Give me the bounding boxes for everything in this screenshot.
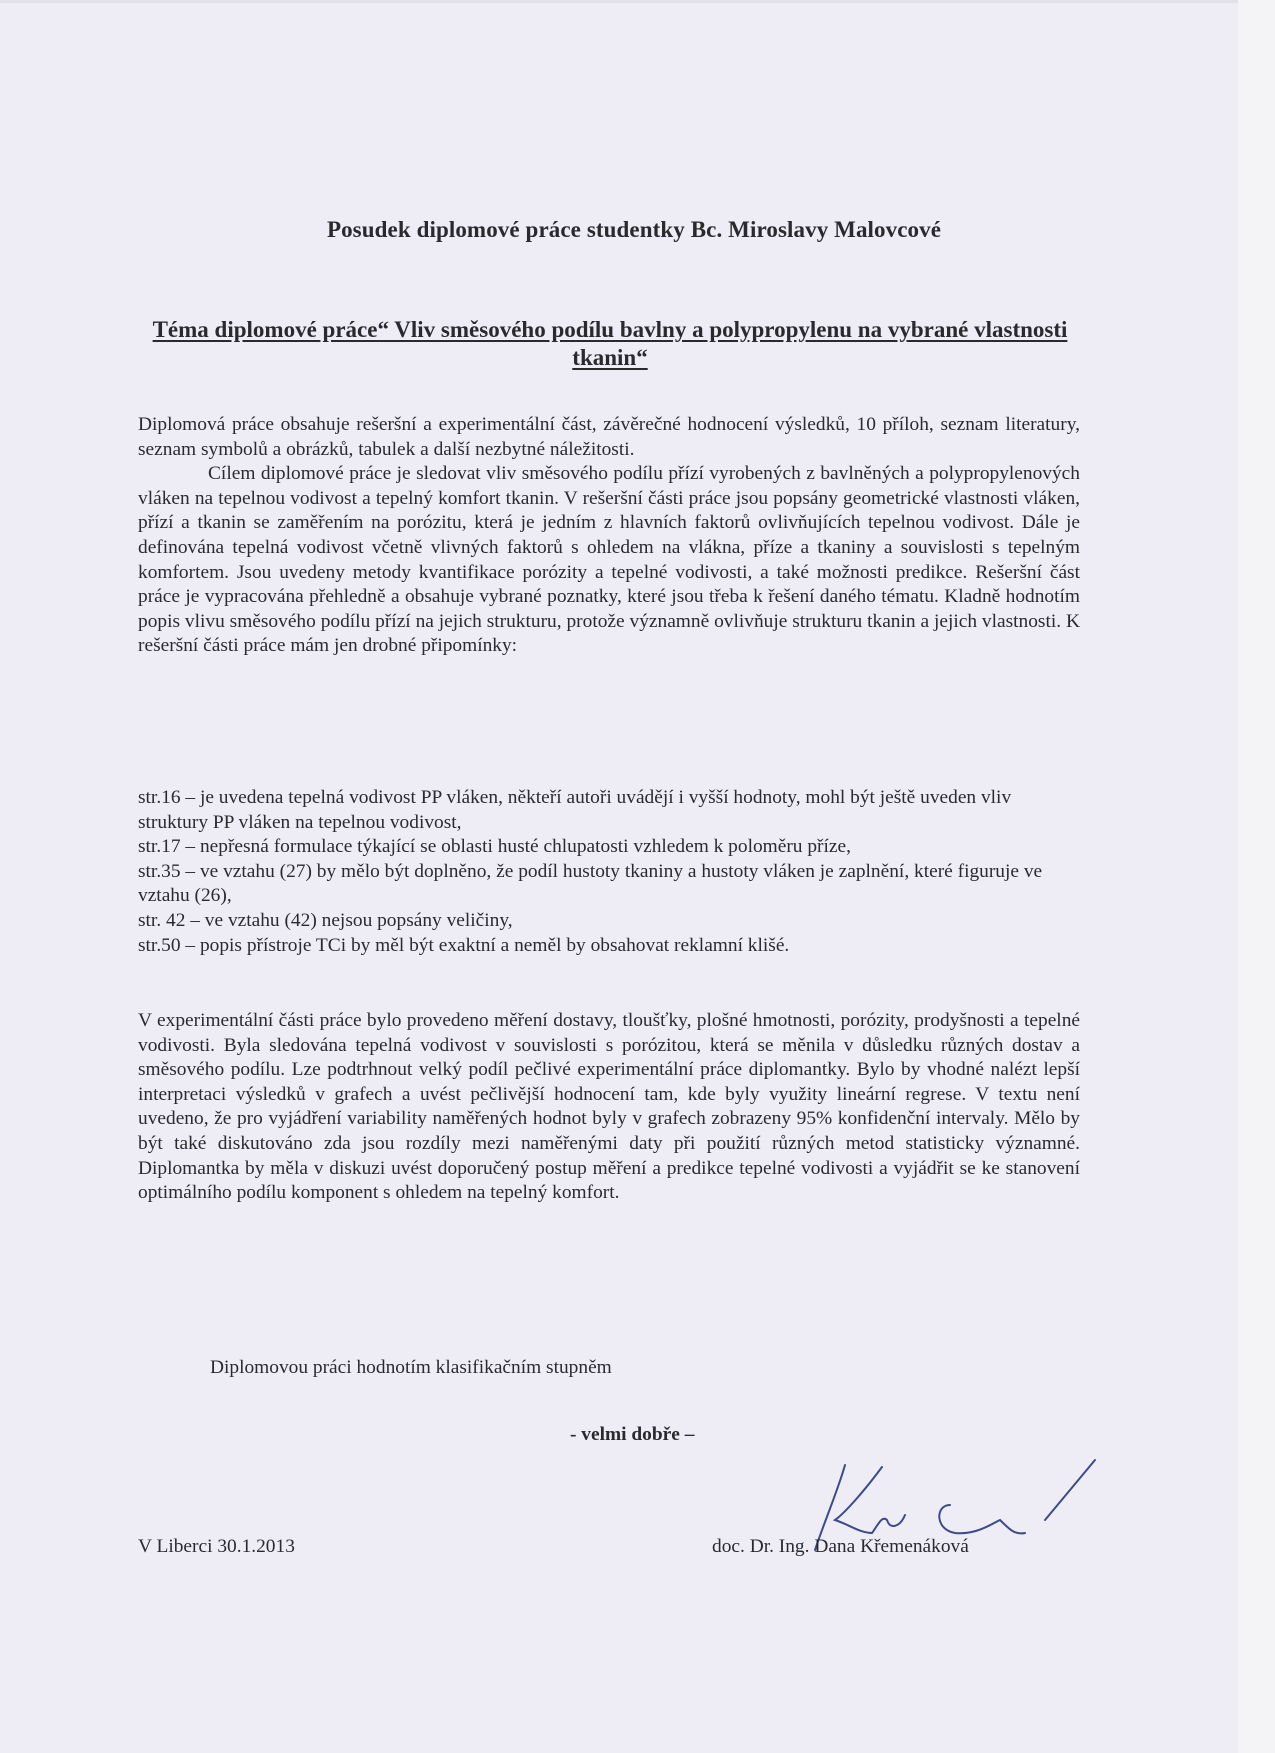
paragraph-intro: Diplomová práce obsahuje rešeršní a experimentální část, závěrečné hodnocení výsledků, 10 příloh, seznam literatury, seznam symbolů a obrázků, tabulek a další nezbytné náležitosti. (138, 414, 1080, 460)
paragraph-experimental-text: V experimentální části práce bylo provedeno měření dostavy, tloušťky, plošné hmotnosti, porózity, prodyšnosti a tepelné vodivosti. Byla sledována tepelná vodivost v souvislosti s porózitou, která se měnila v důsledku různých dostav a směsového podílu. Lze podtrhnout velký podíl pečlivé experimentální práce diplomantky. Bylo by vhodné nalézt lepší interpretaci výsledků v grafech a uvést pečlivější hodnocení tam, kde byly využity lineární regrese. V textu není uvedeno, že pro vyjádření variability naměřených hodnot byly v grafech zobrazeny 95% konfidenční intervaly. Mělo by být také diskutováno zda jsou rozdíly mezi naměřenými daty při použití různých metod statisticky významné. Diplomantka by měla v diskuzi uvést doporučený postup měření a predikce tepelné vodivosti a vyjádřit se ke stanovení optimálního podílu komponent s ohledem na tepelný komfort. (138, 1010, 1080, 1204)
remark-item: str.17 – nepřesná formulace týkající se oblasti husté chlupatosti vzhledem k poloměru příze, (138, 836, 851, 858)
scan-edge-strip (1238, 0, 1275, 1753)
grade-value: - velmi dobře – (570, 1424, 695, 1445)
remark-item: str. 42 – ve vztahu (42) nejsou popsány veličiny, (138, 909, 513, 931)
signature-stroke (835, 1467, 905, 1533)
paragraph-overview (138, 413, 1080, 659)
signature-stroke (1045, 1460, 1095, 1520)
place-and-date: V Liberci 30.1.2013 (138, 1536, 295, 1557)
signer-name: doc. Dr. Ing. Dana Křemenáková (712, 1536, 969, 1557)
grade-intro: Diplomovou práci hodnotím klasifikačním stupněm (210, 1357, 612, 1378)
thesis-topic: Téma diplomové práce“ Vliv směsového podílu bavlny a polypropylenu na vybrané vlastnosti tkanin“ (152, 317, 1068, 370)
paragraph-research-part: Cílem diplomové práce je sledovat vliv směsového podílu přízí vyrobených z bavlněných a polypropylenových vláken na tepelnou vodivost a tepelný komfort tkanin. V rešeršní části práce jsou popsány geometrické vlastnosti vláken, přízí a tkanin se zaměřením na porózitu, která je jedním z hlavních faktorů ovlivňujících tepelnou vodivost. Dále je definována tepelná vodivost včetně vlivných faktorů s ohledem na vlákna, příze a tkaniny a souvislosti s tepelným komfortem. Jsou uvedeny metody kvantifikace porózity a tepelné vodivosti, a také možnosti predikce. Rešeršní část práce je vypracována přehledně a obsahuje vybrané poznatky, které jsou třeba k řešení daného tématu. Kladně hodnotím popis vlivu směsového podílu přízí na jejich strukturu, protože významně ovlivňuje strukturu tkanin a jejich vlastnosti. K rešeršní části práce mám jen drobné připomínky: (138, 463, 1080, 657)
remark-item: str.50 – popis přístroje TCi by měl být exaktní a neměl by obsahovat reklamní klišé. (138, 934, 790, 956)
remark-item: str.35 – ve vztahu (27) by mělo být doplněno, že podíl hustoty tkaniny a hustoty vláken je zaplnění, které figuruje ve vztahu (26), (138, 860, 1043, 907)
document-heading: Posudek diplomové práce studentky Bc. Miroslavy Malovcové (326, 217, 942, 242)
remarks-list (138, 786, 1080, 958)
signature-stroke (939, 1505, 1025, 1533)
remark-item: str.16 – je uvedena tepelná vodivost PP vláken, někteří autoři uvádějí i vyšší hodnoty, mohl být ještě uveden vliv struktury PP vláken na tepelnou vodivost, (138, 787, 1012, 833)
paragraph-experimental-part (138, 1009, 1080, 1206)
